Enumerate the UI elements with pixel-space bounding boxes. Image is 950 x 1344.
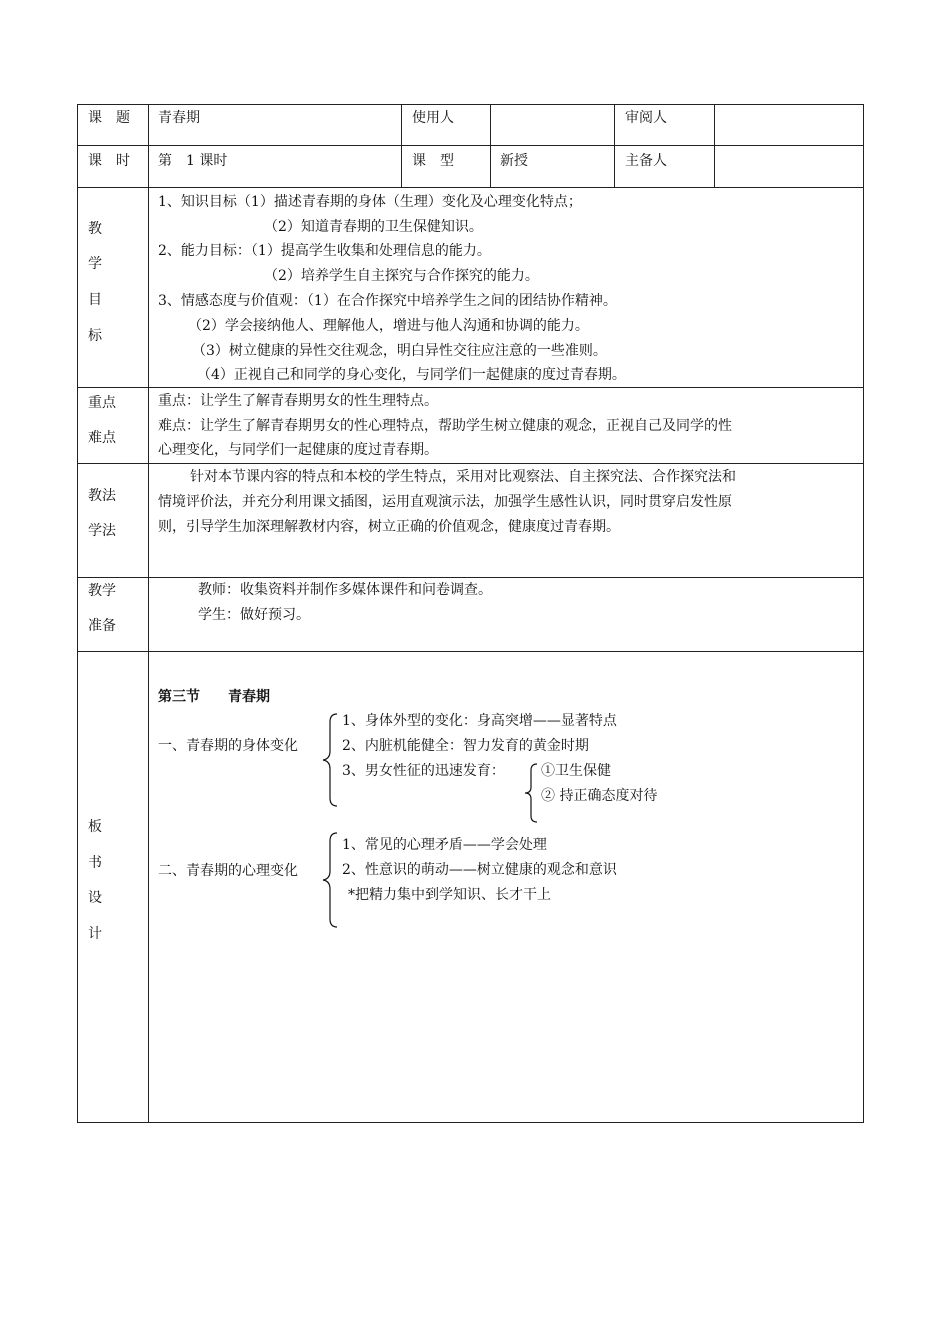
table-border-bottom [77, 1122, 864, 1123]
header-column-divider [401, 104, 402, 188]
header-column-divider [614, 104, 615, 188]
board-section1-item: 3、男女性征的迅速发育： [342, 763, 505, 779]
row-divider [77, 651, 864, 652]
topic-label: 课 题 [88, 110, 130, 126]
brace-subitems [523, 763, 541, 823]
goal-line: （4）正视自己和同学的身心变化，与同学们一起健康的度过青春期。 [197, 367, 626, 383]
type-label: 课 型 [412, 153, 454, 169]
preparation-student: 学生：做好预习。 [198, 607, 310, 623]
goal-line: （2）学会接纳他人、理解他人，增进与他人沟通和协调的能力。 [188, 318, 589, 334]
row-divider [77, 463, 864, 464]
table-border-right [863, 104, 864, 1123]
header-column-divider [490, 104, 491, 188]
goal-line: 1、知识目标（1）描述青春期的身体（生理）变化及心理变化特点； [158, 194, 582, 210]
board-section1-heading: 一、青春期的身体变化 [158, 738, 298, 754]
board-subitem: ①卫生保健 [541, 763, 611, 779]
methods-line: 情境评价法，并充分利用课文插图，运用直观演示法，加强学生感性认识，同时贯穿启发性原 [158, 494, 732, 510]
brace-section2 [321, 832, 343, 928]
reviewer-label: 审阅人 [625, 110, 667, 126]
row-divider [77, 387, 864, 388]
preparation-teacher: 教师：收集资料并制作多媒体课件和问卷调查。 [198, 582, 492, 598]
board-subitem: ② 持正确态度对待 [541, 788, 658, 804]
goal-line: （2）知道青春期的卫生保健知识。 [264, 219, 483, 235]
preparer-label: 主备人 [625, 153, 667, 169]
key-point-line: 重点：让学生了解青春期男女的性生理特点。 [158, 393, 438, 409]
user-label: 使用人 [412, 110, 454, 126]
board-section2-heading: 二、青春期的心理变化 [158, 863, 298, 879]
goals-label-char: 目 [88, 292, 102, 308]
period-label: 课 时 [88, 153, 130, 169]
row-divider [77, 577, 864, 578]
brace-section1 [321, 713, 343, 807]
methods-label: 学法 [88, 523, 116, 539]
preparation-label: 准备 [88, 618, 116, 634]
methods-label: 教法 [88, 488, 116, 504]
board-section2-item: 2、性意识的萌动——树立健康的观念和意识 [342, 862, 617, 878]
goals-label-char: 学 [88, 256, 102, 272]
topic-value: 青春期 [158, 110, 200, 126]
board-section1-item: 1、身体外型的变化：身高突增——显著特点 [342, 713, 617, 729]
methods-line: 针对本节课内容的特点和本校的学生特点，采用对比观察法、自主探究法、合作探究法和 [190, 469, 736, 485]
board-label-char: 计 [88, 926, 102, 942]
table-border-left [77, 104, 78, 1123]
goal-line: 2、能力目标：（1）提高学生收集和处理信息的能力。 [158, 243, 491, 259]
key-points-label: 重点 [88, 395, 116, 411]
goal-line: 3、情感态度与价值观：（1）在合作探究中培养学生之间的团结协作精神。 [158, 293, 617, 309]
table-border-top [77, 104, 864, 105]
period-value: 第 1 课时 [158, 153, 228, 169]
preparation-label: 教学 [88, 583, 116, 599]
key-points-label: 难点 [88, 430, 116, 446]
header-column-divider [714, 104, 715, 188]
goals-label-char: 教 [88, 221, 102, 237]
board-label-char: 设 [88, 890, 102, 906]
board-label-char: 书 [88, 855, 102, 871]
row-divider [77, 145, 864, 146]
row-divider [77, 187, 864, 188]
type-value: 新授 [500, 153, 528, 169]
board-label-char: 板 [88, 819, 102, 835]
key-point-line: 难点：让学生了解青春期男女的性心理特点，帮助学生树立健康的观念，正视自己及同学的性 [158, 418, 732, 434]
label-column-divider [148, 104, 149, 1123]
goal-line: （2）培养学生自主探究与合作探究的能力。 [264, 268, 539, 284]
goals-label-char: 标 [88, 328, 102, 344]
board-section1-item: 2、内脏机能健全：智力发育的黄金时期 [342, 738, 589, 754]
methods-line: 则，引导学生加深理解教材内容，树立正确的价值观念，健康度过青春期。 [158, 519, 620, 535]
board-section2-item: *把精力集中到学知识、长才干上 [348, 887, 551, 903]
goal-line: （3）树立健康的异性交往观念，明白异性交往应注意的一些准则。 [192, 343, 607, 359]
key-point-line: 心理变化，与同学们一起健康的度过青春期。 [158, 442, 438, 458]
board-section2-item: 1、常见的心理矛盾——学会处理 [342, 837, 547, 853]
board-title: 第三节 青春期 [158, 689, 270, 705]
